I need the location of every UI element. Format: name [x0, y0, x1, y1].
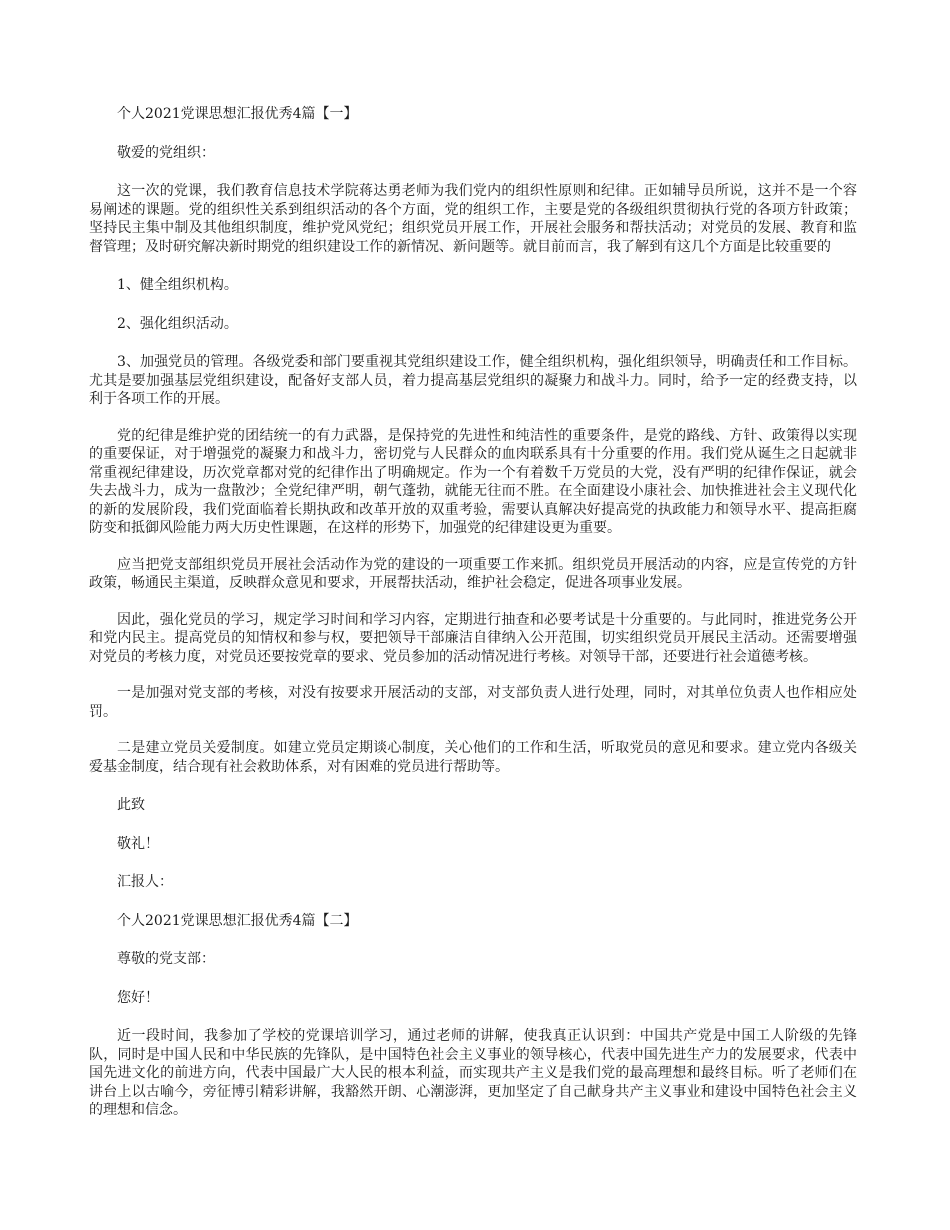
- body-paragraph: 近一段时间，我参加了学校的党课培训学习，通过老师的讲解，使我真正认识到：中国共产党是中国工人阶级的先锋队，同时是中国人民和中华民族的先锋队，是中国特色社会主义事业的领导核心，代表中国先进生产力的发展要求，代表中国先进文化的前进方向，代表中国最广大人民的根本利益，而实现共产主义是我们党的最高理想和最终目标。听了老师们在讲台上以古喻今，旁征博引精彩讲解，我豁然开朗、心潮澎湃，更加坚定了自己献身共产主义事业和建设中国特色社会主义的理想和信念。: [89, 1028, 857, 1118]
- body-paragraph: 应当把党支部组织党员开展社会活动作为党的建设的一项重要工作来抓。组织党员开展活动的内容，应是宣传党的方针政策，畅通民主渠道，反映群众意见和要求，开展帮扶活动，维护社会稳定，促进各项事业发展。: [89, 556, 857, 591]
- signature-line: 汇报人：: [117, 874, 173, 890]
- list-item: 1、健全组织机构。: [117, 277, 238, 293]
- section-heading-2: 个人2021党课思想汇报优秀4篇【二】: [117, 912, 358, 929]
- closing-line: 此致: [117, 797, 145, 813]
- body-paragraph: 这一次的党课，我们教育信息技术学院蒋达勇老师为我们党内的组织性原则和纪律。正如辅导员所说，这并不是一个容易阐述的课题。党的组织性关系到组织活动的各个方面，党的组织工作，主要是党的各级组织贯彻执行党的各项方针政策；坚持民主集中制及其他组织制度，维护党风党纪；组织党员开展工作，开展社会服务和帮扶活动；对党员的发展、教育和监督管理；及时研究解决新时期党的组织建设工作的新情况、新问题等。就目前而言，我了解到有这几个方面是比较重要的: [89, 183, 857, 255]
- greeting: 您好！: [117, 989, 159, 1006]
- body-paragraph: 因此，强化党员的学习，规定学习时间和学习内容，定期进行抽查和必要考试是十分重要的。与此同时，推进党务公开和党内民主。提高党员的知情权和参与权，要把领导干部廉洁自律纳入公开范围，切实组织党员开展民主活动。还需要增强对党员的考核力度，对党员还要按党章的要求、党员参加的活动情况进行考核。对领导干部，还要进行社会道德考核。: [89, 611, 857, 665]
- salutation: 敬爱的党组织：: [117, 144, 215, 161]
- body-paragraph: 二是建立党员关爱制度。如建立党员定期谈心制度，关心他们的工作和生活，听取党员的意见和要求。建立党内各级关爱基金制度，结合现有社会救助体系，对有困难的党员进行帮助等。: [89, 740, 857, 775]
- list-item: 2、强化组织活动。: [117, 315, 238, 332]
- section-heading-1: 个人2021党课思想汇报优秀4篇【一】: [117, 106, 358, 122]
- body-paragraph: 党的纪律是维护党的团结统一的有力武器，是保持党的先进性和纯洁性的重要条件，是党的路线、方针、政策得以实现的重要保证，对于增强党的凝聚力和战斗力，密切党与人民群众的血肉联系具有十分重要的作用。我们党从诞生之日起就非常重视纪律建设，历次党章都对党的纪律作出了明确规定。作为一个有着数千万党员的大党，没有严明的纪律作保证，就会失去战斗力，成为一盘散沙；全党纪律严明，朝气蓬勃，就能无往而不胜。在全面建设小康社会、加快推进社会主义现代化的新的发展阶段，我们党面临着长期执政和改革开放的双重考验，需要认真解决好提高党的执政能力和领导水平、提高拒腐防变和抵御风险能力两大历史性课题，在这样的形势下，加强党的纪律建设更为重要。: [89, 427, 857, 536]
- list-item: 3、加强党员的管理。各级党委和部门要重视其党组织建设工作，健全组织机构，强化组织领导，明确责任和工作目标。尤其是要加强基层党组织建设，配备好支部人员，着力提高基层党组织的凝聚力和战斗力。同时，给予一定的经费支持，以利于各项工作的开展。: [89, 354, 857, 407]
- closing-line: 敬礼！: [117, 835, 159, 852]
- salutation: 尊敬的党支部：: [117, 951, 215, 967]
- body-paragraph: 一是加强对党支部的考核，对没有按要求开展活动的支部，对支部负责人进行处理，同时，对其单位负责人也作相应处罚。: [89, 685, 857, 720]
